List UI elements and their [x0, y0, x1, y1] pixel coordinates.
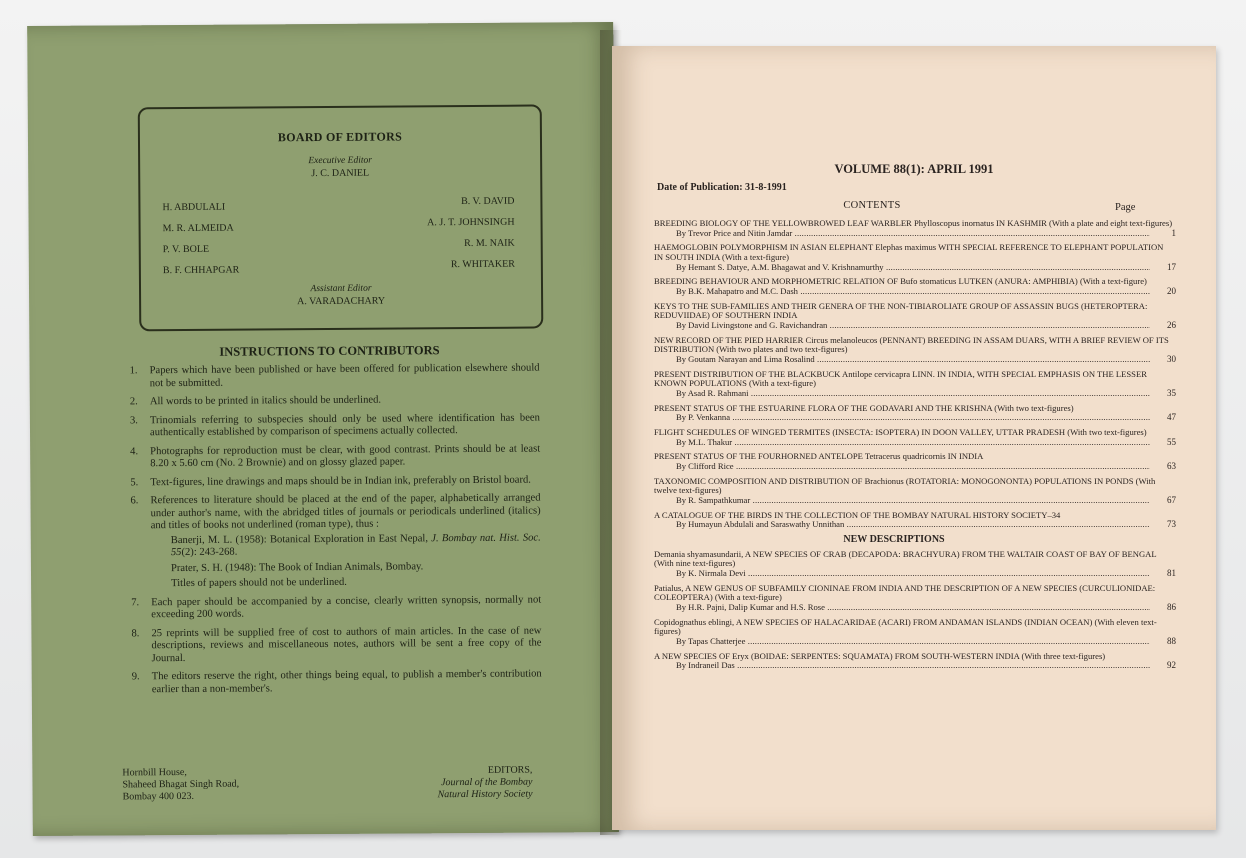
- right-page: [612, 46, 1216, 830]
- instruction-text: Papers which have been published or have been offered for publication elsewhere should not be submitted.: [149, 362, 540, 389]
- address-line: Bombay 400 023.: [122, 790, 194, 803]
- contents-entry: [654, 452, 1174, 471]
- editor-name: M. R. ALMEIDA: [162, 222, 234, 235]
- instruction-number: 7.: [131, 596, 140, 608]
- entry-page: 26: [1150, 321, 1176, 331]
- entry-title: Patialus, A NEW GENUS OF SUBFAMILY CIONINAE FROM INDIA AND THE DESCRIPTION OF A NEW SPECIES (CURCULIONIDAE: COLEOPTERA) (With a text-figure): [654, 582, 1156, 603]
- instruction-item: [132, 668, 542, 696]
- instruction-number: 6.: [130, 495, 139, 507]
- contents-entry: [654, 477, 1174, 506]
- entry-page: 63: [1150, 462, 1176, 472]
- society-address: [122, 767, 239, 804]
- assistant-editor-label: Assistant Editor: [310, 283, 372, 295]
- reference-text: Banerji, M. L. (1958): Botanical Exploration in East Nepal,: [170, 532, 432, 546]
- entry-author: By H.R. Pajni, Dalip Kumar and H.S. Rose .....: [654, 603, 1174, 613]
- entry-author: By P. Venkanna .....: [654, 413, 1174, 423]
- editor-name: B. F. CHHAPGAR: [162, 264, 240, 277]
- entry-author: By Tapas Chatterjee .....: [654, 637, 1174, 647]
- entry-author: By K. Nirmala Devi .....: [654, 569, 1174, 579]
- entry-title: HAEMOGLOBIN POLYMORPHISM IN ASIAN ELEPHANT Elephas maximus WITH SPECIAL REFERENCE TO ELEPHANT POPULATION IN SOUTH INDIA (With a text-figure): [654, 242, 1164, 262]
- contents-entry: [654, 428, 1174, 447]
- entry-title: TAXONOMIC COMPOSITION AND DISTRIBUTION OF Brachionus (ROTATORIA: MONOGONONTA) POPULATIONS IN PONDS (With twelve text-figures): [654, 475, 1156, 496]
- instructions-list: [130, 362, 542, 702]
- instruction-number: 8.: [131, 627, 140, 639]
- board-of-editors-box: [138, 104, 544, 331]
- instruction-text: Text-figures, line drawings and maps should be in Indian ink, preferably on Bristol board.: [150, 474, 531, 488]
- entry-title: FLIGHT SCHEDULES OF WINGED TERMITES (INSECTA: ISOPTERA) IN DOON VALLEY, UTTAR PRADESH (With two text-figures): [654, 427, 1147, 437]
- entry-page: 92: [1150, 661, 1176, 671]
- entry-page: 1: [1150, 229, 1176, 239]
- instruction-text: 25 reprints will be supplied free of cost to authors of main articles. In the case of new descriptions, reviews and miscellaneous notes, authors will be sent a free copy of the Journal.: [151, 624, 542, 664]
- instruction-item: [131, 594, 541, 622]
- entry-author: By David Livingstone and G. Ravichandran .....: [654, 321, 1174, 331]
- address-line: Hornbill House,: [122, 766, 187, 779]
- contents-entry: [654, 511, 1174, 530]
- instructions-title: INSTRUCTIONS TO CONTRIBUTORS: [219, 343, 440, 359]
- instruction-item: [130, 443, 540, 471]
- instruction-number: 1.: [129, 365, 138, 377]
- instruction-number: 3.: [129, 414, 138, 426]
- contents-entry: [654, 302, 1174, 331]
- contents-entry: [654, 243, 1174, 272]
- contents-entry: [654, 618, 1174, 647]
- contents-list: [654, 219, 1174, 676]
- page-column-title: Page: [1115, 202, 1136, 213]
- editor-name: H. ABDULALI: [162, 201, 226, 214]
- entry-title: PRESENT STATUS OF THE FOURHORNED ANTELOPE Tetracerus quadricornis IN INDIA: [654, 451, 984, 462]
- contents-entry: [654, 336, 1174, 365]
- reference-note: Titles of papers should not be underlined.: [171, 576, 347, 590]
- editor-name: B. V. DAVID: [461, 195, 515, 208]
- entry-page: 81: [1150, 569, 1176, 579]
- entry-author: By Asad R. Rahmani .....: [654, 389, 1174, 399]
- journal-name-line: Journal of the Bombay: [441, 776, 533, 789]
- executive-editor-name: J. C. DANIEL: [311, 167, 370, 180]
- entry-author: By Clifford Rice .....: [654, 462, 1174, 472]
- contents-entry: [654, 652, 1174, 671]
- assistant-editor-name: A. VARADACHARY: [297, 295, 386, 308]
- contents-entry: [654, 584, 1174, 613]
- entry-title: A NEW SPECIES OF Eryx (BOIDAE: SERPENTES: SQUAMATA) FROM SOUTH-WESTERN INDIA (With three text-figures): [654, 650, 1106, 661]
- entry-author: By Humayun Abdulali and Saraswathy Unnithan .....: [654, 520, 1174, 530]
- editor-name: A. J. T. JOHNSINGH: [427, 216, 515, 229]
- entry-title: BREEDING BEHAVIOUR AND MORPHOMETRIC RELATION OF Bufo stomaticus LUTKEN (ANURA: AMPHIBIA) (With a text-figure): [654, 276, 1147, 287]
- entry-author: By M.L. Thakur .....: [654, 438, 1174, 448]
- contents-entry: [654, 404, 1174, 423]
- instruction-text: References to literature should be placed at the end of the paper, alphabetically arranged under author's name, with the abridged titles of journals or periodicals underlined (italics) and titles of books not underlined (roman type), thus :: [150, 492, 541, 532]
- entry-title: BREEDING BIOLOGY OF THE YELLOWBROWED LEAF WARBLER Phylloscopus inornatus IN KASHMIR (With a plate and eight text-figures): [654, 218, 1173, 228]
- reference-pages: (2): 243-268.: [181, 546, 238, 558]
- entry-title: PRESENT DISTRIBUTION OF THE BLACKBUCK Antilope cervicapra LINN. IN INDIA, WITH SPECIAL EMPHASIS ON THE LESSER KNOWN POPULATIONS (With a text-figure): [654, 368, 1147, 389]
- entry-page: 17: [1150, 263, 1176, 273]
- executive-editor-label: Executive Editor: [308, 155, 372, 167]
- contents-entry: [654, 219, 1174, 238]
- editor-name: P. V. BOLE: [162, 243, 210, 256]
- instruction-item: [130, 393, 540, 408]
- entry-title: KEYS TO THE SUB-FAMILIES AND THEIR GENERA OF THE NON-TIBIAROLIATE GROUP OF ASSASSIN BUGS (HETEROPTERA: REDUVIIDAE) OF SOUTHERN INDIA: [654, 300, 1148, 321]
- editors-label: EDITORS,: [487, 764, 533, 776]
- entry-page: 73: [1150, 520, 1176, 530]
- entry-page: 88: [1150, 637, 1176, 647]
- instruction-item: [130, 362, 540, 390]
- entry-title: A CATALOGUE OF THE BIRDS IN THE COLLECTION OF THE BOMBAY NATURAL HISTORY SOCIETY–34: [654, 509, 1061, 520]
- entry-title: NEW RECORD OF THE PIED HARRIER Circus melanoleucos (PENNANT) BREEDING IN ASSAM DUARS, WITH A BRIEF REVIEW OF ITS DISTRIBUTION (With two plates and two text-figures): [654, 334, 1169, 355]
- instruction-number: 2.: [129, 396, 138, 408]
- instruction-number: 5.: [130, 476, 139, 488]
- entry-page: 35: [1150, 389, 1176, 399]
- editor-name: R. M. NAIK: [464, 237, 515, 250]
- entry-title: Copidognathus eblingi, A NEW SPECIES OF HALACARIDAE (ACARI) FROM ANDAMAN ISLANDS (INDIAN OCEAN) (With eleven text-figures): [654, 616, 1157, 637]
- instruction-text: Photographs for reproduction must be clear, with good contrast. Prints should be at least 8.20 x 5.60 cm (No. 2 Brownie) and on glossy glazed paper.: [150, 442, 541, 470]
- contents-title: CONTENTS: [843, 200, 901, 211]
- entry-title: PRESENT STATUS OF THE ESTUARINE FLORA OF THE GODAVARI AND THE KRISHNA (With two text-figures): [654, 402, 1074, 413]
- instruction-item: [130, 474, 540, 489]
- publication-date: Date of Publication: 31-8-1991: [657, 182, 787, 193]
- editor-name: R. WHITAKER: [450, 258, 515, 271]
- entry-page: 55: [1150, 438, 1176, 448]
- editors-right-column: [427, 191, 515, 276]
- instruction-item: [130, 492, 541, 590]
- instruction-item: [130, 412, 540, 440]
- entry-page: 30: [1150, 355, 1176, 365]
- instruction-text: All words to be printed in italics should be underlined.: [149, 394, 382, 408]
- contents-entry: [654, 277, 1174, 296]
- reference-journal: J. Bombay nat. Hist. Soc. 55: [170, 531, 541, 559]
- entry-author: By Indraneil Das .....: [654, 661, 1174, 671]
- entry-author: By Trevor Price and Nitin Jamdar .....: [654, 229, 1174, 239]
- volume-title: VOLUME 88(1): APRIL 1991: [834, 162, 994, 176]
- entry-author: By Hemant S. Datye, A.M. Bhagawat and V. Krishnamurthy .....: [654, 263, 1174, 273]
- editors-signature: [437, 765, 532, 802]
- journal-name-line: Natural History Society: [437, 788, 533, 801]
- entry-title: Demania shyamasundarii, A NEW SPECIES OF CRAB (DECAPODA: BRACHYURA) FROM THE WALTAIR COAST OF BAY OF BENGAL (With nine text-figures): [654, 548, 1157, 569]
- entry-page: 47: [1150, 413, 1176, 423]
- entry-author: By Goutam Narayan and Lima Rosalind .....: [654, 355, 1174, 365]
- entry-page: 67: [1150, 496, 1176, 506]
- instruction-text: Trinomials referring to subspecies should only be used where identification has been authentically established by comparison of specimens actually collected.: [149, 411, 540, 439]
- instruction-number: 9.: [131, 671, 140, 683]
- reference-example: [151, 532, 541, 560]
- contents-entry: [654, 550, 1174, 579]
- new-descriptions-title: NEW DESCRIPTIONS: [843, 534, 945, 546]
- contents-entry: [654, 370, 1174, 399]
- instruction-item: [131, 625, 541, 665]
- entry-author: By R. Sampathkumar .....: [654, 496, 1174, 506]
- address-line: Shaheed Bhagat Singh Road,: [122, 778, 240, 791]
- entry-author: By B.K. Mahapatro and M.C. Dash .....: [654, 287, 1174, 297]
- left-page: [27, 22, 619, 836]
- board-title: BOARD OF EDITORS: [277, 129, 403, 145]
- entry-page: 86: [1150, 603, 1176, 613]
- instruction-text: Each paper should be accompanied by a concise, clearly written synopsis, normally not exceeding 200 words.: [151, 593, 542, 621]
- instruction-text: The editors reserve the right, other things being equal, to publish a member's contribution earlier than a non-member's.: [151, 668, 542, 695]
- reference-example: Prater, S. H. (1948): The Book of Indian Animals, Bombay.: [170, 560, 424, 574]
- entry-page: 20: [1150, 287, 1176, 297]
- editors-left-column: [162, 197, 239, 282]
- instruction-number: 4.: [130, 445, 139, 457]
